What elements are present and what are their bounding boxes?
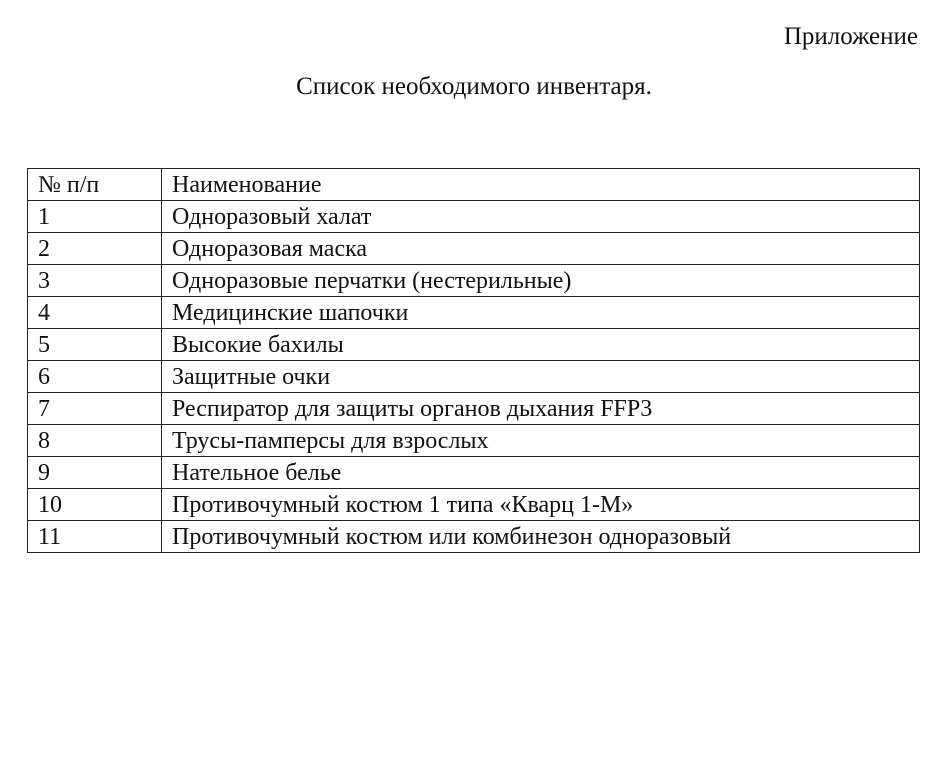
table-row bbox=[28, 393, 920, 425]
table-row bbox=[28, 329, 920, 361]
inventory-table bbox=[27, 168, 920, 553]
table-row bbox=[28, 297, 920, 329]
table-row bbox=[28, 201, 920, 233]
row-number: 9 bbox=[28, 457, 162, 489]
document-title: Список необходимого инвентаря. bbox=[296, 73, 652, 100]
row-item-name: Одноразовый халат bbox=[162, 201, 920, 233]
row-number: 2 bbox=[28, 233, 162, 265]
row-item-name: Респиратор для защиты органов дыхания FFP3 bbox=[162, 393, 920, 425]
row-number: 3 bbox=[28, 265, 162, 297]
table-row bbox=[28, 489, 920, 521]
row-item-name: Трусы-памперсы для взрослых bbox=[162, 425, 920, 457]
row-number: 11 bbox=[28, 521, 162, 553]
row-item-name: Нательное белье bbox=[162, 457, 920, 489]
row-number: 8 bbox=[28, 425, 162, 457]
row-item-name: Защитные очки bbox=[162, 361, 920, 393]
table-row bbox=[28, 521, 920, 553]
table-row bbox=[28, 457, 920, 489]
row-number: 10 bbox=[28, 489, 162, 521]
row-item-name: Противочумный костюм или комбинезон одноразовый bbox=[162, 521, 920, 553]
row-item-name: Противочумный костюм 1 типа «Кварц 1-М» bbox=[162, 489, 920, 521]
row-item-name: Одноразовые перчатки (нестерильные) bbox=[162, 265, 920, 297]
row-item-name: Медицинские шапочки bbox=[162, 297, 920, 329]
table-row bbox=[28, 425, 920, 457]
row-item-name: Одноразовая маска bbox=[162, 233, 920, 265]
column-header-name: Наименование bbox=[162, 169, 920, 201]
row-number: 1 bbox=[28, 201, 162, 233]
column-header-number: № п/п bbox=[28, 169, 162, 201]
table-row bbox=[28, 233, 920, 265]
table-row bbox=[28, 265, 920, 297]
row-item-name: Высокие бахилы bbox=[162, 329, 920, 361]
row-number: 5 bbox=[28, 329, 162, 361]
table-header-row bbox=[28, 169, 920, 201]
table-row bbox=[28, 361, 920, 393]
row-number: 7 bbox=[28, 393, 162, 425]
appendix-label: Приложение bbox=[783, 23, 918, 50]
row-number: 6 bbox=[28, 361, 162, 393]
row-number: 4 bbox=[28, 297, 162, 329]
